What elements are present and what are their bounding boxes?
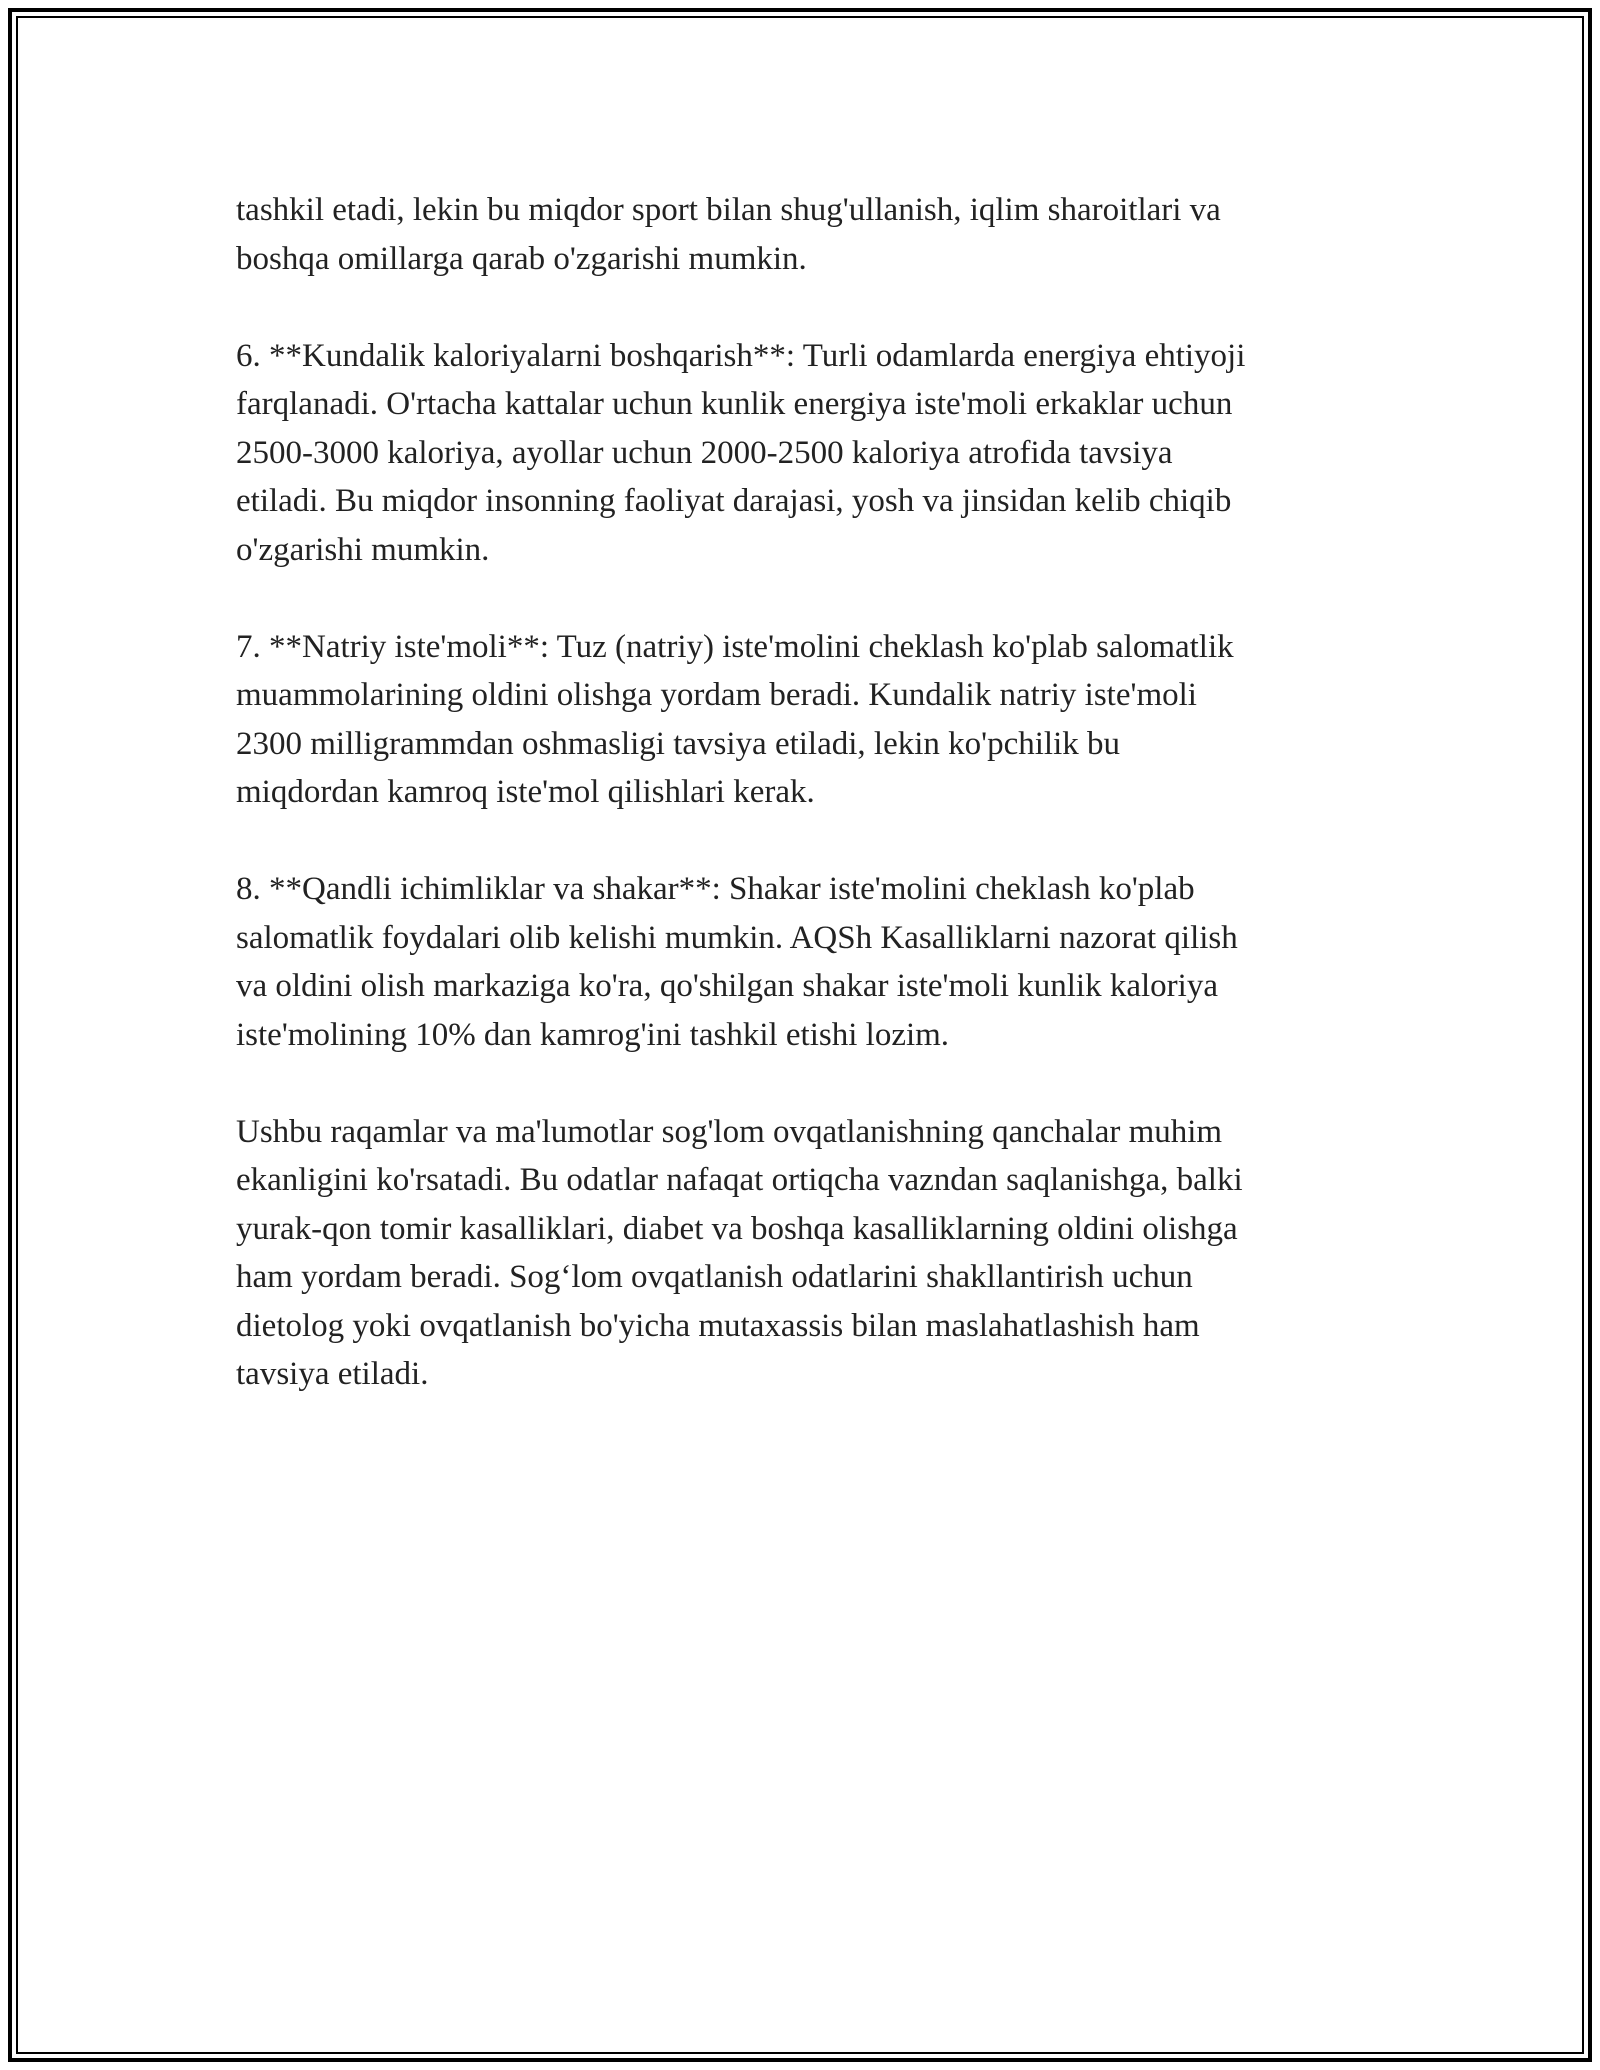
paragraph-conclusion: Ushbu raqamlar va ma'lumotlar sog'lom ovqatlanishning qanchalar muhim ekanligini ko'rsatadi. Bu odatlar nafaqat ortiqcha vazndan saqlanishga, balki yurak-qon tomir kasalliklari, diabet va boshqa kasalliklarning oldini olishga ham yordam beradi. Sog‘lom ovqatlanish odatlarini shakllantirish uchun dietolog yoki ovqatlanish bo'yicha mutaxassis bilan maslahatlashish ham tavsiya etiladi.: [236, 1113, 1243, 1392]
paragraph-item-8-sugar: 8. **Qandli ichimliklar va shakar**: Shakar iste'molini cheklash ko'plab salomatlik foydalari olib kelishi mumkin. AQSh Kasalliklarni nazorat qilish va oldini olish markaziga ko'ra, qo'shilgan shakar iste'moli kunlik kaloriya iste'molining 10% dan kamrog'ini tashkil etishi lozim.: [236, 871, 1238, 1053]
paragraph-item-7-sodium: 7. **Natriy iste'moli**: Tuz (natriy) iste'molini cheklash ko'plab salomatlik muammolarining oldini olishga yordam beradi. Kundalik natriy iste'moli 2300 milligrammdan oshmasligi tavsiya etiladi, lekin ko'pchilik bu miqdordan kamroq iste'mol qilishlari kerak.: [236, 628, 1234, 810]
paragraph-continuation: tashkil etadi, lekin bu miqdor sport bilan shug'ullanish, iqlim sharoitlari va boshqa omillarga qarab o'zgarishi mumkin.: [236, 192, 1221, 277]
document-body: [236, 186, 1386, 1447]
paragraph-item-6-calories: 6. **Kundalik kaloriyalarni boshqarish**: Turli odamlarda energiya ehtiyoji farqlanadi. O'rtacha kattalar uchun kunlik energiya iste'moli erkaklar uchun 2500-3000 kaloriya, ayollar uchun 2000-2500 kaloriya atrofida tavsiya etiladi. Bu miqdor insonning faoliyat darajasi, yosh va jinsidan kelib chiqib o'zgarishi mumkin.: [236, 337, 1246, 568]
